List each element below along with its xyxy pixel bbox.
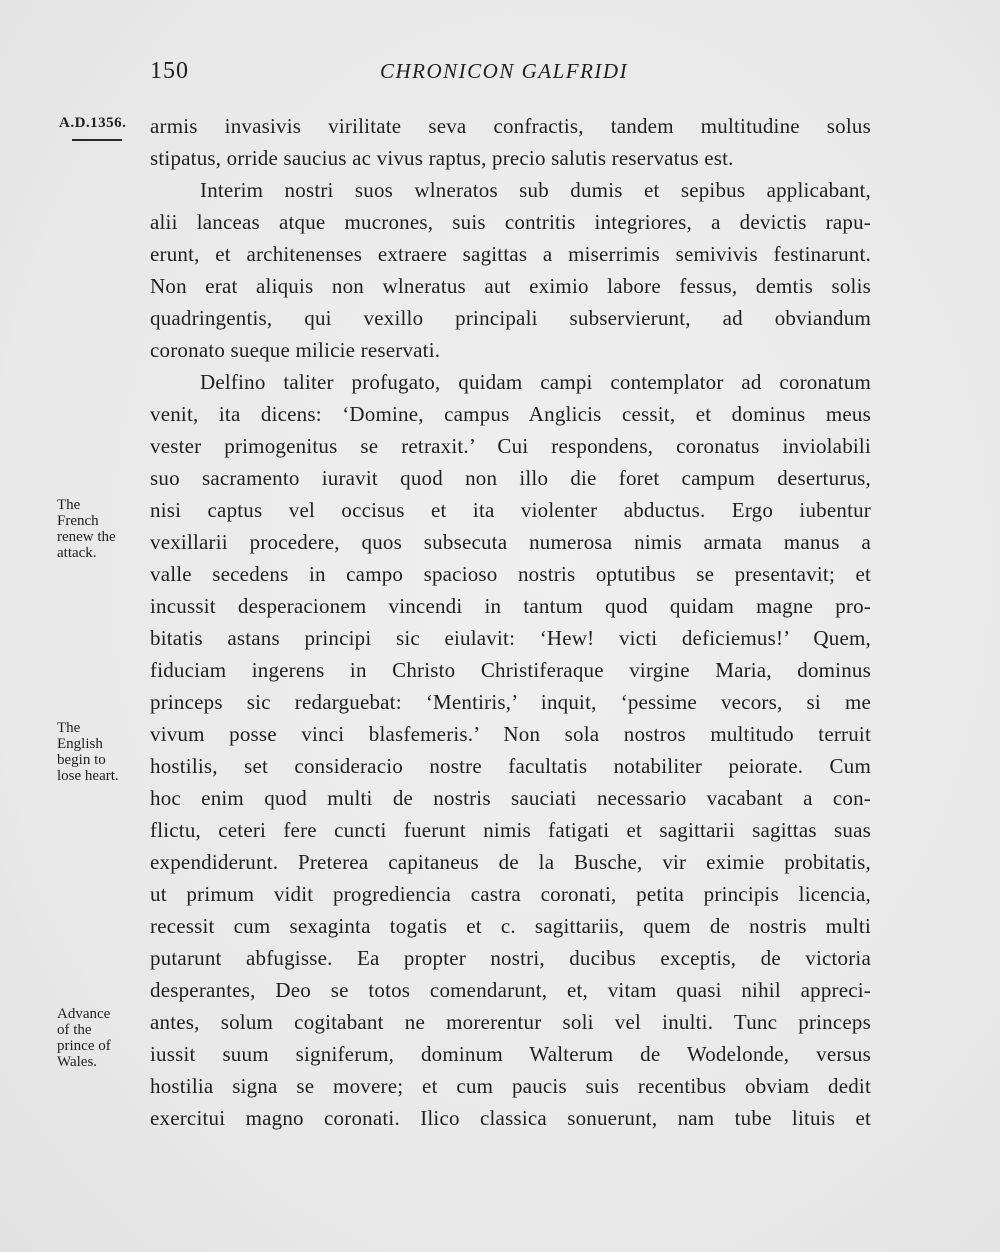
- sidenote-line: Wales.: [57, 1054, 98, 1070]
- text-line: suo sacramento iuravit quod non illo die foret campum deserturus,: [150, 466, 871, 490]
- year-rule: [72, 139, 122, 141]
- text-line: bitatis astans principi sic eiulavit: ‘Hew! victi deficiemus!’ Quem,: [150, 626, 871, 650]
- sidenote-line: renew the: [57, 529, 116, 545]
- sidenote-line: lose heart.: [57, 768, 119, 784]
- text-line: hoc enim quod multi de nostris sauciati necessario vacabant a con-: [150, 786, 871, 810]
- text-line: vexillarii procedere, quos subsecuta numerosa nimis armata manus a: [150, 530, 871, 554]
- text-line: stipatus, orride saucius ac vivus raptus, precio salutis reservatus est.: [150, 146, 734, 170]
- text-line: quadringentis, qui vexillo principali subservierunt, ad obviandum: [150, 306, 871, 330]
- text-line: valle secedens in campo spacioso nostris optutibus se presentavit; et: [150, 562, 871, 586]
- page-number: 150: [150, 58, 189, 84]
- text-line: princeps sic redarguebat: ‘Mentiris,’ inquit, ‘pessime vecors, si me: [150, 690, 871, 714]
- text-line: ut primum vidit progrediencia castra coronati, petita principis licencia,: [150, 882, 871, 906]
- text-line: iussit suum signiferum, dominum Walterum de Wodelonde, versus: [150, 1042, 871, 1066]
- text-line: coronato sueque milicie reservati.: [150, 338, 441, 362]
- text-line: Non erat aliquis non wlneratus aut eximio labore fessus, demtis solis: [150, 274, 871, 298]
- text-line: expendiderunt. Preterea capitaneus de la Busche, vir eximie probitatis,: [150, 850, 871, 874]
- sidenote-line: of the: [57, 1022, 92, 1038]
- sidenote-line: The: [57, 497, 81, 513]
- sidenote-english-lose-heart: [57, 720, 137, 784]
- text-line: antes, solum cogitabant ne morerentur soli vel inulti. Tunc princeps: [150, 1010, 871, 1034]
- running-head: CHRONICON GALFRIDI: [380, 59, 629, 83]
- text-line: flictu, ceteri fere cuncti fuerunt nimis fatigati et sagittarii sagittas suas: [150, 818, 871, 842]
- sidenote-line: attack.: [57, 545, 97, 561]
- text-line: putarunt abfugisse. Ea propter nostri, ducibus exceptis, de victoria: [150, 946, 871, 970]
- sidenote-line: The: [57, 720, 81, 736]
- text-line: desperantes, Deo se totos comendarunt, et, vitam quasi nihil appreci-: [150, 978, 871, 1002]
- text-line: Delfino taliter profugato, quidam campi contemplator ad coronatum: [200, 370, 871, 394]
- sidenote-line: English: [57, 736, 103, 752]
- sidenote-advance-prince-of-wales: [57, 1006, 137, 1070]
- text-line: venit, ita dicens: ‘Domine, campus Anglicis cessit, et dominus meus: [150, 402, 871, 426]
- text-line: exercitui magno coronati. Ilico classica sonuerunt, nam tube lituis et: [150, 1106, 871, 1130]
- sidenote-line: French: [57, 513, 99, 529]
- text-line: erunt, et architenenses extraere sagittas a miserrimis semivivis festinarunt.: [150, 242, 871, 266]
- text-line: alii lanceas atque mucrones, suis contritis integriores, a devictis rapu-: [150, 210, 871, 234]
- text-line: hostilis, set consideracio nostre facultatis notabiliter peiorate. Cum: [150, 754, 871, 778]
- text-line: vester primogenitus se retraxit.’ Cui respondens, coronatus inviolabili: [150, 434, 871, 458]
- sidenote-french-renew-attack: [57, 497, 137, 561]
- text-line: armis invasivis virilitate seva confractis, tandem multitudine solus: [150, 114, 871, 138]
- text-line: recessit cum sexaginta togatis et c. sagittariis, quem de nostris multi: [150, 914, 871, 938]
- text-line: Interim nostri suos wlneratos sub dumis et sepibus applicabant,: [200, 178, 871, 202]
- sidenote-line: prince of: [57, 1038, 111, 1054]
- sidenote-line: Advance: [57, 1006, 111, 1022]
- sidenote-line: begin to: [57, 752, 106, 768]
- text-line: nisi captus vel occisus et ita violenter abductus. Ergo iubentur: [150, 498, 871, 522]
- text-line: fiduciam ingerens in Christo Christiferaque virgine Maria, dominus: [150, 658, 871, 682]
- margin-year: A.D.1356.: [59, 115, 127, 131]
- text-line: incussit desperacionem vincendi in tantum quod quidam magne pro-: [150, 594, 871, 618]
- text-line: vivum posse vinci blasfemeris.’ Non sola nostros multitudo terruit: [150, 722, 871, 746]
- text-line: hostilia signa se movere; et cum paucis suis recentibus obviam dedit: [150, 1074, 871, 1098]
